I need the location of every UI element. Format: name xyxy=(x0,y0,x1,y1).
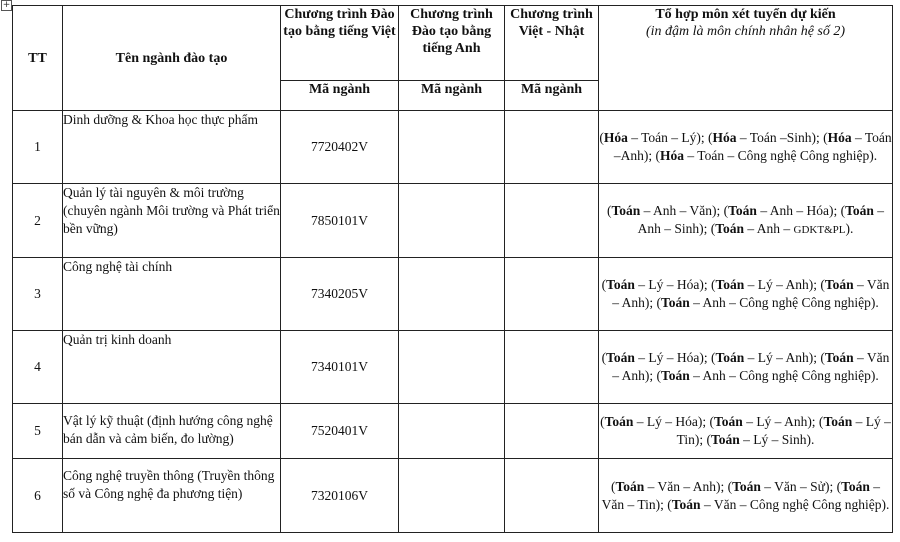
row-tt: 6 xyxy=(13,459,63,533)
row-tt: 2 xyxy=(13,184,63,258)
table-row xyxy=(13,258,893,331)
row-program-name: Quản lý tài nguyên & môi trường (chuyên ngành Môi trường và Phát triển bền vững) xyxy=(63,184,281,258)
header-combo xyxy=(599,6,893,111)
row-code-vn: 7720402V xyxy=(281,111,399,184)
row-program-name: Dinh dưỡng & Khoa học thực phẩm xyxy=(63,111,281,184)
row-code-vj xyxy=(505,459,599,533)
row-tt: 4 xyxy=(13,331,63,404)
row-code-vj xyxy=(505,258,599,331)
row-combo: (Hóa – Toán – Lý); (Hóa – Toán –Sinh); (Hóa – Toán –Anh); (Hóa – Toán – Công nghệ Công nghiệp). xyxy=(599,111,893,184)
header-program-name: Tên ngành đào tạo xyxy=(63,6,281,111)
table-row xyxy=(13,404,893,459)
row-program-name: Vật lý kỹ thuật (định hướng công nghệ bán dẫn và cảm biến, đo lường) xyxy=(63,404,281,459)
row-code-en xyxy=(399,258,505,331)
header-tt: TT xyxy=(13,6,63,111)
header-code-en: Mã ngành xyxy=(399,81,505,111)
table-row xyxy=(13,331,893,404)
row-combo: (Toán – Văn – Anh); (Toán – Văn – Sử); (Toán – Văn – Tin); (Toán – Văn – Công nghệ Công nghiệp). xyxy=(599,459,893,533)
row-code-en xyxy=(399,184,505,258)
table-move-handle-icon[interactable]: + xyxy=(2,0,11,10)
row-program-name: Công nghệ tài chính xyxy=(63,258,281,331)
row-code-vj xyxy=(505,184,599,258)
admissions-table xyxy=(12,5,893,533)
row-code-en xyxy=(399,459,505,533)
header-vn-program: Chương trình Đào tạo bằng tiếng Việt xyxy=(281,6,399,81)
row-code-vj xyxy=(505,111,599,184)
row-combo: (Toán – Anh – Văn); (Toán – Anh – Hóa); (Toán – Anh – Sinh); (Toán – Anh – GDKT&PL). xyxy=(599,184,893,258)
row-code-vn: 7850101V xyxy=(281,184,399,258)
row-code-vj xyxy=(505,331,599,404)
row-code-en xyxy=(399,331,505,404)
row-program-name: Công nghệ truyền thông (Truyền thông số và Công nghệ đa phương tiện) xyxy=(63,459,281,533)
row-combo: (Toán – Lý – Hóa); (Toán – Lý – Anh); (Toán – Văn – Anh); (Toán – Anh – Công nghệ Công nghiệp). xyxy=(599,258,893,331)
table-row xyxy=(13,459,893,533)
row-combo: (Toán – Lý – Hóa); (Toán – Lý – Anh); (Toán – Văn – Anh); (Toán – Anh – Công nghệ Công nghiệp). xyxy=(599,331,893,404)
row-tt: 5 xyxy=(13,404,63,459)
table-row xyxy=(13,184,893,258)
header-combo-note: (in đậm là môn chính nhân hệ số 2) xyxy=(645,24,846,39)
row-program-name: Quản trị kinh doanh xyxy=(63,331,281,404)
header-en-program: Chương trình Đào tạo bằng tiếng Anh xyxy=(399,6,505,81)
row-code-vn: 7340101V xyxy=(281,331,399,404)
row-code-vn: 7520401V xyxy=(281,404,399,459)
row-code-en xyxy=(399,404,505,459)
row-code-vn: 7340205V xyxy=(281,258,399,331)
row-tt: 3 xyxy=(13,258,63,331)
row-code-en xyxy=(399,111,505,184)
row-combo: (Toán – Lý – Hóa); (Toán – Lý – Anh); (Toán – Lý – Tin); (Toán – Lý – Sinh). xyxy=(599,404,893,459)
row-tt: 1 xyxy=(13,111,63,184)
table-row xyxy=(13,111,893,184)
header-code-vj: Mã ngành xyxy=(505,81,599,111)
header-combo-title: Tổ hợp môn xét tuyển dự kiến xyxy=(655,7,836,22)
row-code-vn: 7320106V xyxy=(281,459,399,533)
row-code-vj xyxy=(505,404,599,459)
header-vj-program: Chương trình Việt - Nhật xyxy=(505,6,599,81)
header-code-vn: Mã ngành xyxy=(281,81,399,111)
